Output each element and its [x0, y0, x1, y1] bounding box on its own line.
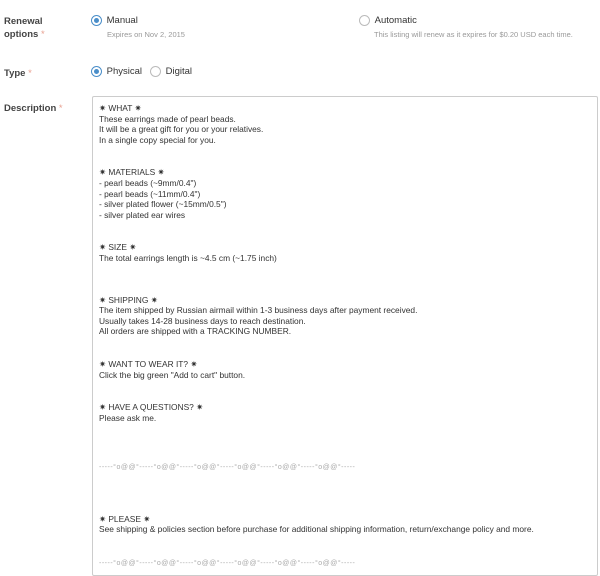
description-label [4, 102, 63, 115]
description-separator [99, 557, 591, 570]
description-heading: ✷ PLEASE ✷ [99, 513, 151, 524]
description-line: See shipping & policies section before purchase for additional shipping information, return/exchange policy and more. [99, 524, 534, 535]
description-heading: ✷ SHIPPING ✷ [99, 294, 158, 305]
description-line: All orders are shipped with a TRACKING NUMBER. [99, 326, 292, 337]
description-line: - pearl beads (~9mm/0.4") [99, 177, 197, 188]
renewal-automatic-radio[interactable] [359, 15, 370, 26]
description-block [99, 359, 591, 380]
description-line: Click the big green "Add to cart" button. [99, 369, 246, 380]
renewal-manual-label: Manual [106, 15, 138, 26]
type-physical-radio[interactable] [91, 66, 102, 77]
renewal-automatic-option[interactable] [359, 15, 417, 26]
type-physical-option[interactable] [91, 66, 142, 77]
type-physical-label: Physical [106, 66, 143, 77]
description-line: Usually takes 14-28 business days to reach destination. [99, 315, 306, 326]
renewal-manual-radio[interactable] [91, 15, 102, 26]
description-separator [99, 461, 591, 474]
description-heading: ✷ MATERIALS ✷ [99, 167, 165, 178]
description-block [99, 167, 591, 220]
renewal-manual-option[interactable] [91, 15, 138, 26]
description-line: In a single copy special for you. [99, 134, 216, 145]
description-block [99, 103, 591, 145]
description-line: The total earrings length is ~4.5 cm (~1.75 inch) [99, 252, 277, 263]
description-heading: ✷ WANT TO WEAR IT? ✷ [99, 358, 198, 369]
renewal-label-line2: options [4, 29, 39, 40]
renewal-options-label [4, 15, 45, 41]
description-heading: ✷ WHAT ✷ [99, 103, 142, 113]
description-line: It will be a great gift for you or your relatives. [99, 124, 264, 135]
separator-text: -----°o@@°-----°o@@°-----°o@@°-----°o@@°-----°o@@°-----°o@@°----- [99, 464, 356, 472]
description-line: Please ask me. [99, 412, 157, 423]
description-heading: ✷ SIZE ✷ [99, 242, 137, 253]
description-textarea[interactable] [92, 96, 598, 576]
description-label-text: Description [4, 103, 57, 114]
renewal-automatic-sub: This listing will renew as it expires for $0.20 USD each time. [374, 30, 573, 39]
description-block [99, 402, 591, 423]
description-line: The item shipped by Russian airmail within 1-3 business days after payment received. [99, 305, 418, 316]
type-digital-label: Digital [165, 66, 193, 77]
type-digital-option[interactable] [150, 66, 192, 77]
type-digital-radio[interactable] [150, 66, 161, 77]
description-line: These earrings made of pearl beads. [99, 113, 236, 124]
renewal-manual-sub: Expires on Nov 2, 2015 [107, 30, 185, 39]
description-block [99, 242, 591, 263]
description-line: - silver plated ear wires [99, 209, 186, 220]
description-block [99, 514, 591, 535]
description-block [99, 295, 591, 337]
description-heading: ✷ HAVE A QUESTIONS? ✷ [99, 402, 204, 413]
type-label [4, 67, 32, 80]
description-line: - pearl beads (~11mm/0.4") [99, 188, 201, 199]
required-mark: * [28, 68, 32, 79]
type-label-text: Type [4, 68, 26, 79]
required-mark: * [40, 29, 45, 40]
description-line: - silver plated flower (~15mm/0.5") [99, 199, 227, 210]
required-mark: * [58, 103, 63, 114]
separator-text: -----°o@@°-----°o@@°-----°o@@°-----°o@@°-----°o@@°-----°o@@°----- [99, 560, 356, 568]
renewal-label-line1: Renewal [4, 16, 43, 27]
renewal-automatic-label: Automatic [374, 15, 417, 26]
